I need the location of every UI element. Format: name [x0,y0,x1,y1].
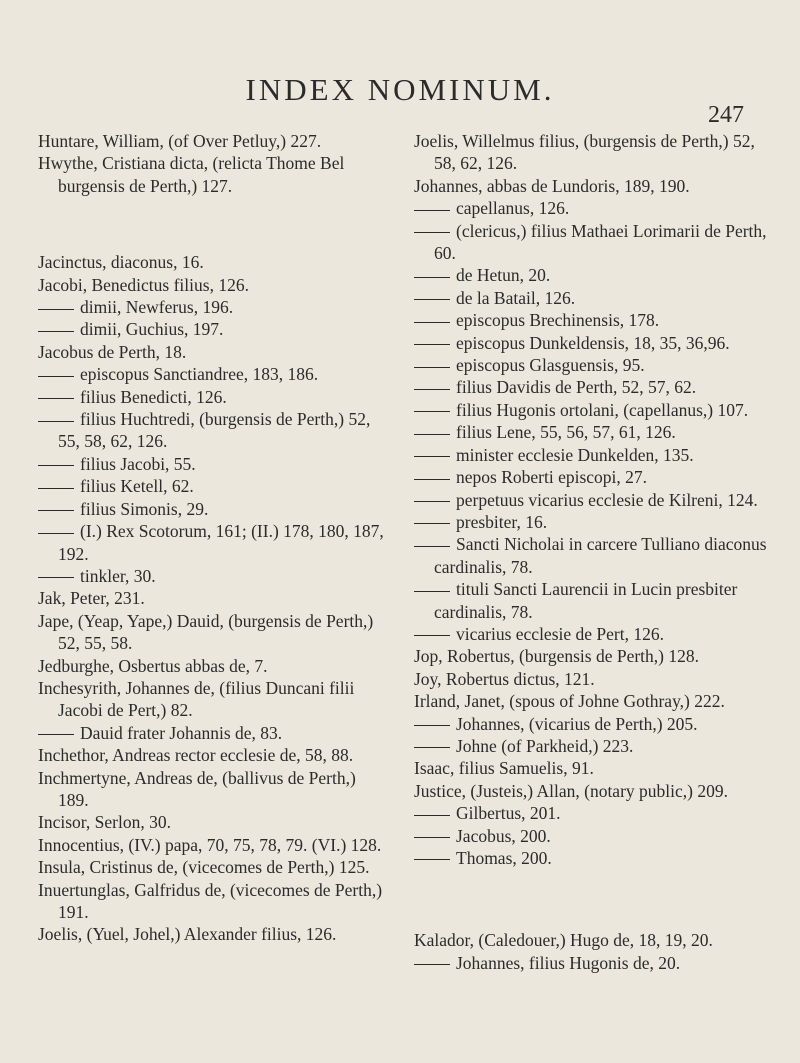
index-entry [414,175,774,197]
index-entry [38,453,388,475]
ditto-dash [38,510,74,511]
index-entry [414,952,774,974]
entry-text: filius Huchtredi, (burgensis de Perth,) 52, 55, 58, 62, 126. [58,409,371,452]
entry-text: filius Hugonis ortolani, (capellanus,) 107. [456,399,749,420]
entry-text: filius Simonis, 29. [80,498,209,519]
index-entry [38,722,388,744]
index-entry [414,847,774,869]
index-entry [38,923,388,945]
entry-text: episcopus Sanctiandree, 183, 186. [80,364,319,385]
entry-text: Johannes, abbas de Lundoris, 189, 190. [414,175,690,196]
entry-text: Huntare, William, (of Over Petluy,) 227. [38,131,322,151]
index-entry [414,929,774,951]
ditto-dash [414,434,450,435]
index-entry [38,655,388,677]
ditto-dash [414,546,450,547]
page-number: 247 [708,102,744,128]
entry-text: Jacinctus, diaconus, 16. [38,252,204,273]
ditto-dash [414,523,450,524]
entry-text: Jacobi, Benedictus filius, 126. [38,274,249,295]
index-entry [414,287,774,309]
index-entry [414,197,774,219]
index-entry [414,645,774,667]
index-entry [38,677,388,722]
index-entry [414,623,774,645]
index-entry [414,220,774,265]
entry-text: Incisor, Serlon, 30. [38,812,171,833]
index-entry [38,251,388,273]
entry-text: Inchmertyne, Andreas de, (ballivus de Perth,) 189. [38,767,356,810]
entry-text: dimii, Newferus, 196. [80,297,234,318]
ditto-dash [414,456,450,457]
index-entry [38,274,388,296]
index-entry [414,354,774,376]
entry-text: episcopus Brechinensis, 178. [456,310,660,331]
entry-text: Inchethor, Andreas rector ecclesie de, 58, 88. [38,745,354,766]
entry-text: Jak, Peter, 231. [38,588,145,609]
entry-text: Sancti Nicholai in carcere Tulliano diaconus cardinalis, 78. [434,534,767,577]
index-entry [38,408,388,453]
index-entry [38,767,388,812]
entry-text: Hwythe, Cristiana dicta, (relicta Thome Bel burgensis de Perth,) 127. [38,153,345,196]
index-entry [38,879,388,924]
index-entry [38,475,388,497]
ditto-dash [38,577,74,578]
entry-text: episcopus Glasguensis, 95. [456,355,645,376]
ditto-dash [414,635,450,636]
entry-text: vicarius ecclesie de Pert, 126. [456,623,664,644]
entry-text: Joelis, Willelmus filius, (burgensis de Perth,) 52, 58, 62, 126. [414,131,755,174]
ditto-dash [414,501,450,502]
ditto-dash [414,232,450,233]
index-entry [414,690,774,712]
entry-text: Inchesyrith, Johannes de, (filius Duncani filii Jacobi de Pert,) 82. [38,677,355,721]
ditto-dash [414,837,450,838]
index-entry [414,444,774,466]
entry-text: Jacobus de Perth, 18. [38,341,187,362]
entry-text: Innocentius, (IV.) papa, 70, 75, 78, 79. (VI.) 128. [38,834,382,855]
entry-text: perpetuus vicarius ecclesie de Kilreni, 124. [456,489,758,510]
left-column [38,130,388,946]
index-entry [38,152,388,197]
entry-text: Johannes, (vicarius de Perth,) 205. [456,713,698,734]
ditto-dash [414,322,450,323]
entry-text: Jape, (Yeap, Yape,) Dauid, (burgensis de Perth,) 52, 55, 58. [38,610,374,654]
ditto-dash [414,725,450,726]
ditto-dash [414,859,450,860]
index-entry [38,811,388,833]
ditto-dash [414,344,450,345]
index-entry [414,489,774,511]
entry-text: Joelis, (Yuel, Johel,) Alexander filius, 126. [38,924,337,945]
index-entry [38,296,388,318]
index-entry [414,735,774,757]
entry-text: Inuertunglas, Galfridus de, (vicecomes de Perth,) 191. [38,879,383,922]
index-entry [414,780,774,802]
index-entry [38,363,388,385]
index-entry [38,318,388,340]
index-entry [38,587,388,609]
index-entry [414,668,774,690]
entry-text: Insula, Cristinus de, (vicecomes de Perth,) 125. [38,857,370,878]
entry-text: Johne (of Parkheid,) 223. [456,735,634,756]
index-entry [414,825,774,847]
entry-text: tinkler, 30. [80,565,156,586]
page-title: INDEX NOMINUM. [245,72,555,107]
index-entry [414,578,774,623]
index-entry [38,520,388,565]
index-entry [38,341,388,363]
index-entry [414,757,774,779]
entry-text: (I.) Rex Scotorum, 161; (II.) 178, 180, 187, 192. [58,521,384,564]
index-entry [38,744,388,766]
section-gap [414,869,774,929]
ditto-dash [414,210,450,211]
index-entry [414,399,774,421]
index-entry [38,610,388,655]
index-entry [414,332,774,354]
ditto-dash [38,398,74,399]
ditto-dash [38,376,74,377]
ditto-dash [38,331,74,332]
section-gap [38,197,388,251]
entry-text: de la Batail, 126. [456,287,576,308]
entry-text: Jacobus, 200. [456,825,551,846]
ditto-dash [38,421,74,422]
entry-text: filius Jacobi, 55. [80,453,196,474]
ditto-dash [414,367,450,368]
entry-text: Isaac, filius Samuelis, 91. [414,758,594,779]
entry-text: Dauid frater Johannis de, 83. [80,722,283,743]
index-entry [414,466,774,488]
index-entry [38,130,388,152]
entry-text: Irland, Janet, (spous of Johne Gothray,) 222. [414,691,725,712]
entry-text: Justice, (Justeis,) Allan, (notary public,) 209. [414,780,728,801]
ditto-dash [414,479,450,480]
entry-text: minister ecclesie Dunkelden, 135. [456,444,694,465]
entry-text: capellanus, 126. [456,198,570,219]
entry-text: Thomas, 200. [456,848,552,868]
entry-text: filius Davidis de Perth, 52, 57, 62. [456,377,697,398]
ditto-dash [414,411,450,412]
entry-text: filius Lene, 55, 56, 57, 61, 126. [456,422,676,443]
entry-text: Gilbertus, 201. [456,803,561,824]
ditto-dash [414,299,450,300]
index-entry [414,713,774,735]
index-entry [38,834,388,856]
index-entry [414,309,774,331]
index-entry [414,421,774,443]
ditto-dash [414,591,450,592]
index-entry [38,498,388,520]
entry-text: filius Benedicti, 126. [80,386,227,407]
ditto-dash [38,734,74,735]
ditto-dash [414,815,450,816]
right-column [414,130,774,974]
entry-text: Jop, Robertus, (burgensis de Perth,) 128. [414,646,699,667]
index-entry [414,376,774,398]
ditto-dash [414,277,450,278]
ditto-dash [414,964,450,965]
index-entry [38,856,388,878]
index-entry [414,264,774,286]
entry-text: de Hetun, 20. [456,265,551,286]
index-entry [38,386,388,408]
index-entry [414,802,774,824]
ditto-dash [414,389,450,390]
entry-text: Johannes, filius Hugonis de, 20. [456,952,681,973]
entry-text: tituli Sancti Laurencii in Lucin presbiter cardinalis, 78. [434,579,738,622]
entry-text: episcopus Dunkeldensis, 18, 35, 36,96. [456,332,730,353]
ditto-dash [38,465,74,466]
index-entry [414,511,774,533]
ditto-dash [38,533,74,534]
entry-text: (clericus,) filius Mathaei Lorimarii de Perth, 60. [434,220,767,264]
index-entry [414,533,774,578]
entry-text: nepos Roberti episcopi, 27. [456,467,648,488]
ditto-dash [414,747,450,748]
ditto-dash [38,309,74,310]
index-entry [414,130,774,175]
entry-text: filius Ketell, 62. [80,476,194,497]
entry-text: dimii, Guchius, 197. [80,319,224,340]
ditto-dash [38,488,74,489]
entry-text: Joy, Robertus dictus, 121. [414,668,595,689]
entry-text: Kalador, (Caledouer,) Hugo de, 18, 19, 20. [414,930,713,951]
entry-text: presbiter, 16. [456,511,548,532]
entry-text: Jedburghe, Osbertus abbas de, 7. [38,655,268,676]
index-entry [38,565,388,587]
